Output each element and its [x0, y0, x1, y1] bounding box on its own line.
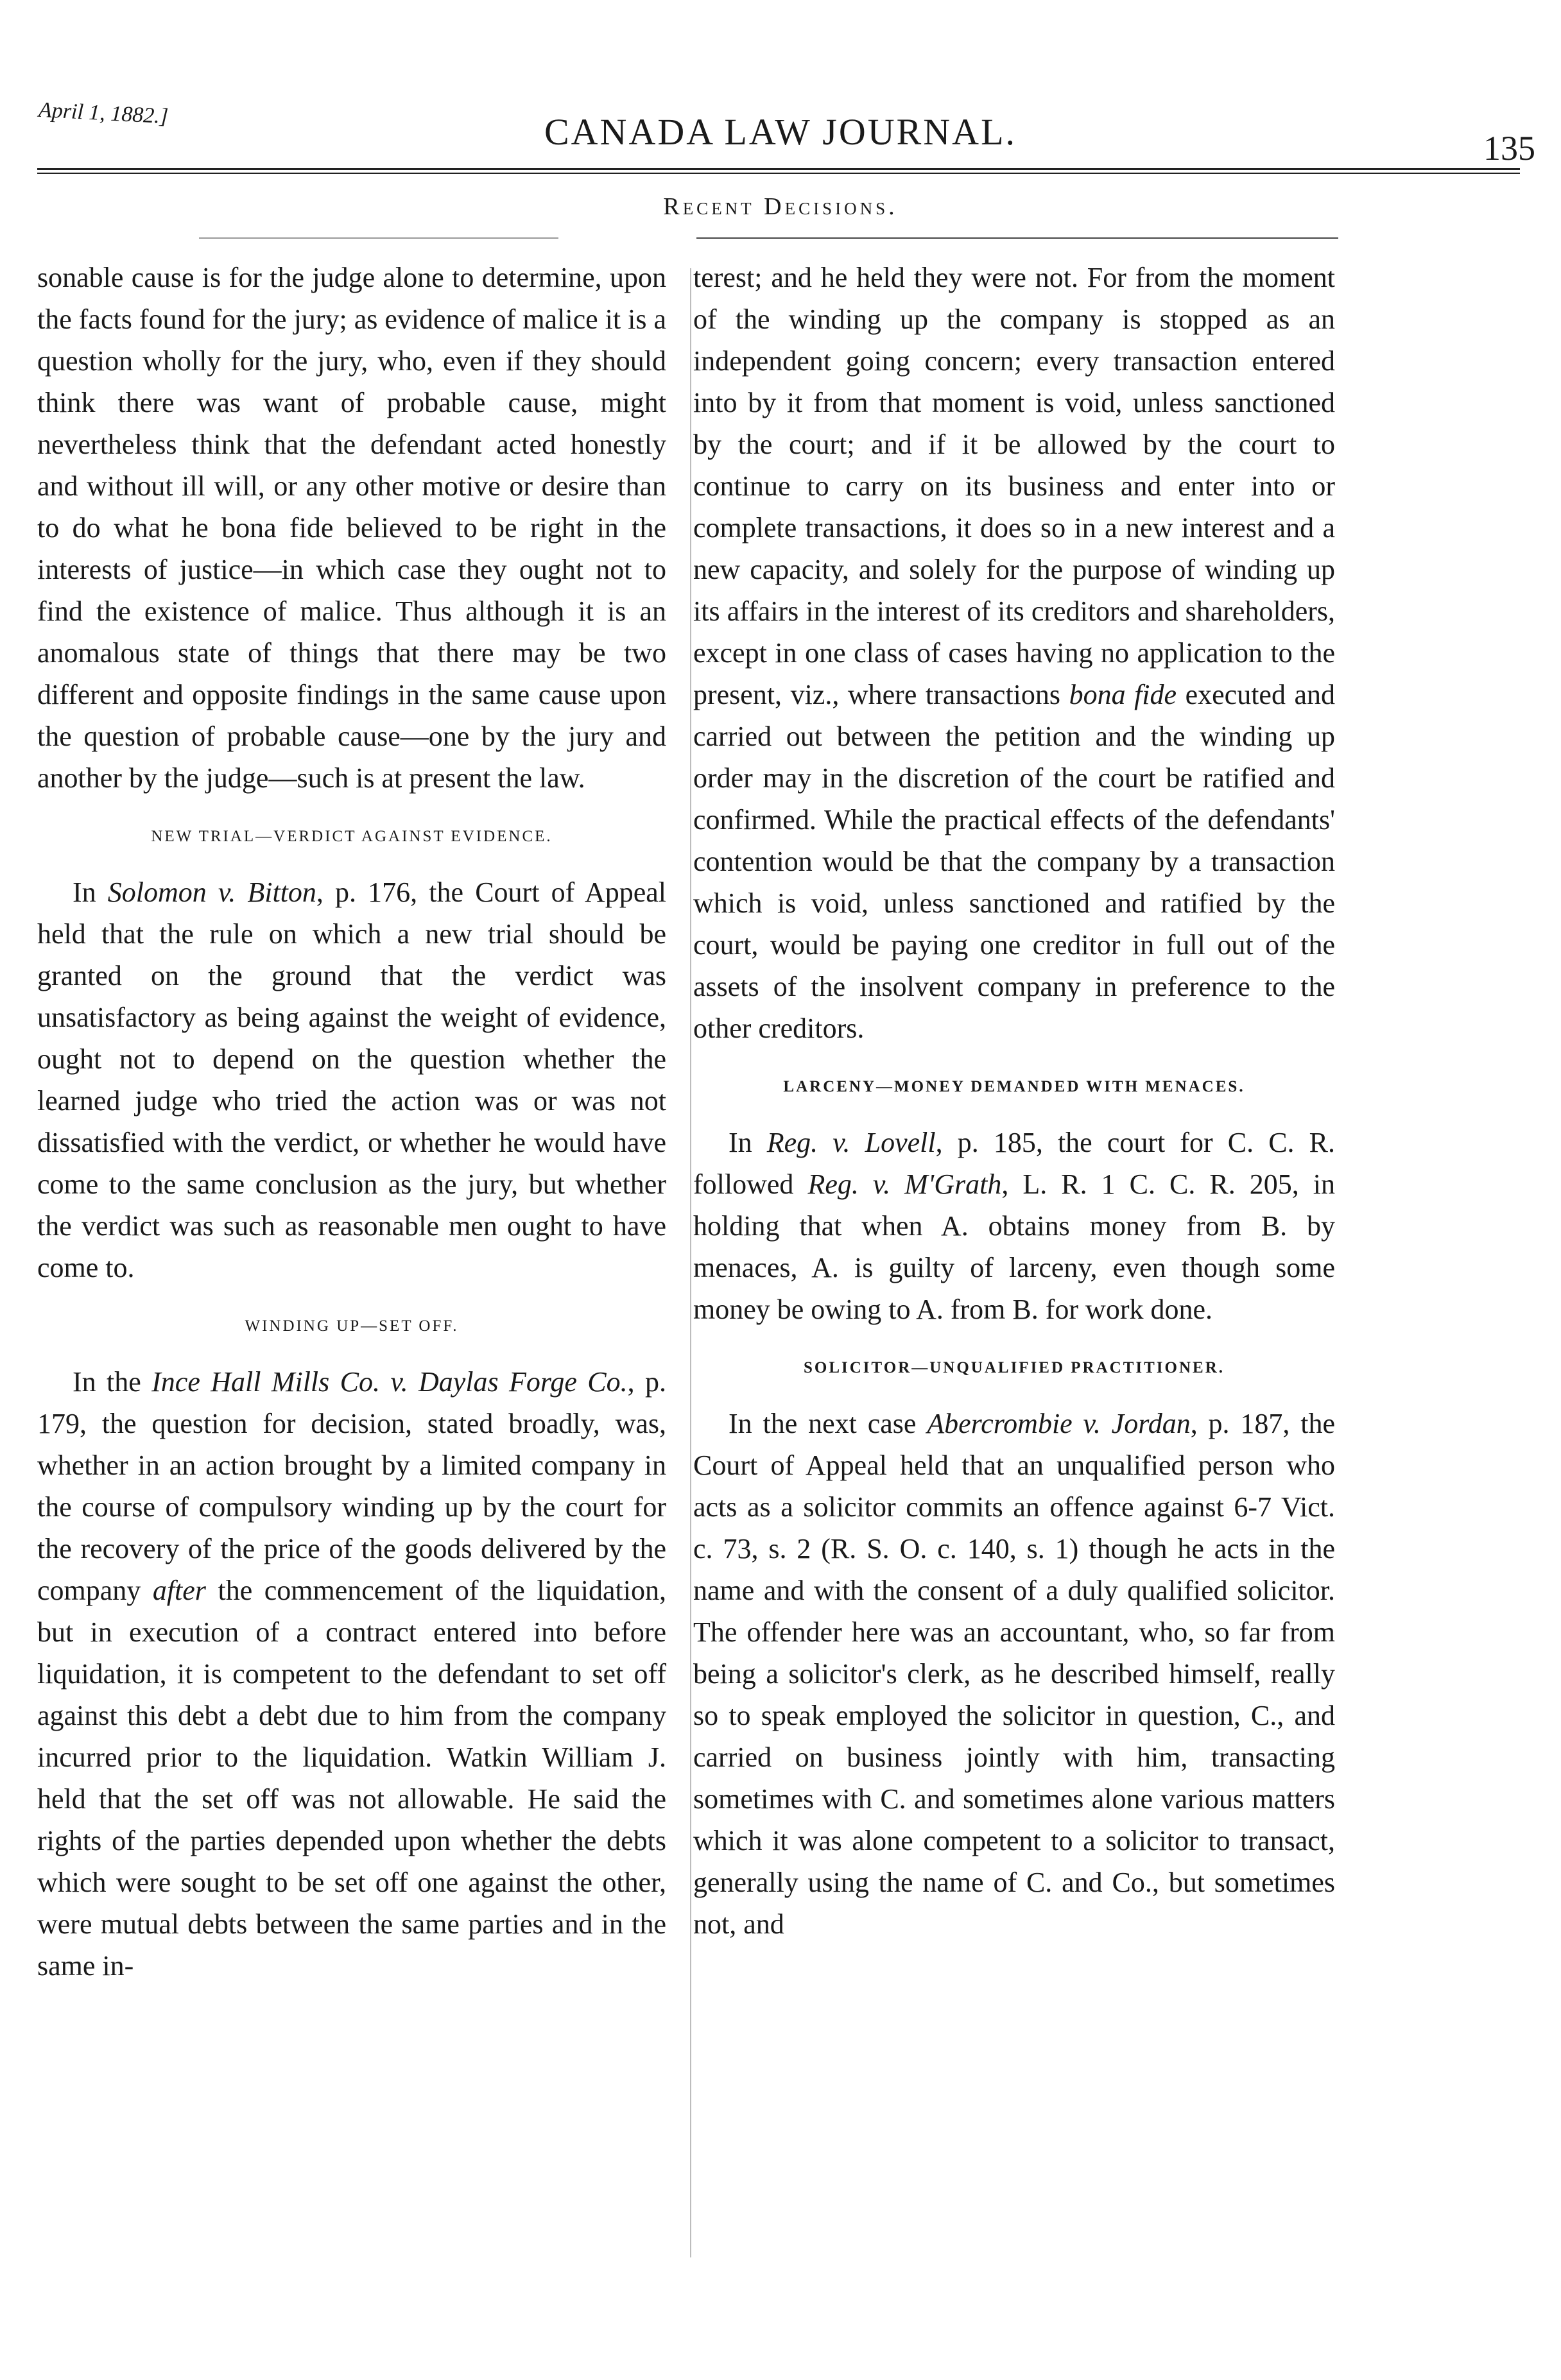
heading-winding-up: WINDING UP—SET OFF. — [245, 1317, 459, 1335]
section-rule-right — [696, 237, 1338, 239]
case-name: Solomon v. Bitton — [107, 877, 316, 908]
heading-solicitor: SOLICITOR—UNQUALIFIED PRACTITIONER. — [803, 1359, 1225, 1376]
page-number: 135 — [1483, 129, 1535, 167]
section-rule-left — [199, 237, 558, 239]
left-column — [37, 257, 666, 1987]
header-rule-top — [37, 168, 1520, 170]
journal-title: CANADA LAW JOURNAL. — [544, 111, 1017, 153]
heading-larceny: LARCENY—MONEY DEMANDED WITH MENACES. — [783, 1078, 1245, 1095]
header-rule-bottom — [37, 173, 1520, 174]
paragraph-ince-hall: In the Ince Hall Mills Co. v. Daylas Forge Co., p. 179, the question for decision, stated broadly, was, whether in an action brought by a limited company in the course of compulsory winding up by the court for the recovery of the price of the goods delivered by the company after the commencement of the liquidation, but in execution of a contract entered into before liquidation, it is competent to the defendant to set off against this debt a debt due to him from the company incurred prior to the liquidation. Watkin William J. held that the set off was not allowable. He said the rights of the parties depended upon whether the debts which were sought to be set off one against the other, were mutual debts between the same parties and in the same in- — [37, 1366, 667, 1982]
paragraph-interest: terest; and he held they were not. For from the moment of the winding up the company is stopped as an independent going concern; every transaction entered into by it from that moment is void, unless sanctioned by the court; and if it be allowed by the court to continue to carry on its business and enter into or complete transactions, it does so in a new interest and a new capacity, and solely for the purpose of winding up its affairs in the interest of its creditors and shareholders, except in one class of cases having no application to the present, viz., where transactions bona fide executed and carried out between the petition and the winding up order may in the discretion of the court be ratified and confirmed. While the practical effects of the defendants' contention would be that the company by a transaction which is void, unless sanctioned and ratified by the court, would be paying one creditor in full out of the assets of the insolvent company in preference to the other creditors. — [693, 262, 1335, 1044]
case-name: Reg. v. M'Grath — [807, 1169, 1002, 1200]
paragraph-lovell: In Reg. v. Lovell, p. 185, the court for C. C. R. followed Reg. v. M'Grath, L. R. 1 C. C. R. 205, in holding that when A. obtains money from B. by menaces, A. is guilty of larceny, even though some money be owing to A. from B. for work done. — [693, 1127, 1336, 1325]
section-title: Recent Decisions. — [663, 193, 898, 220]
case-name: Abercrombie v. Jordan — [927, 1408, 1191, 1439]
case-name: Ince Hall Mills Co. v. Daylas Forge Co. — [151, 1366, 628, 1398]
case-name: Reg. v. Lovell — [766, 1127, 936, 1158]
right-column — [693, 257, 1335, 1945]
paragraph-malice: sonable cause is for the judge alone to determine, upon the facts found for the jury; as evidence of malice it is a question wholly for the jury, who, even if they should think there was want of probable cause, might nevertheless think that the defendant acted honestly and without ill will, or any other motive or desire than to do what he bona fide believed to be right in the interests of justice—in which case they ought not to find the existence of malice. Thus although it is an anomalous state of things that there may be two different and opposite findings in the same cause upon the question of probable cause—one by the jury and another by the judge—such is at present the law. — [37, 262, 666, 794]
paragraph-solomon: In Solomon v. Bitton, p. 176, the Court of Appeal held that the rule on which a new trial should be granted on the ground that the verdict was unsatisfactory as being against the weight of evidence, ought not to depend on the question whether the learned judge who tried the action was or was not dissatisfied with the verdict, or whether he would have come to the same conclusion as the jury, but whether the verdict was such as reasonable men ought to have come to. — [37, 877, 666, 1283]
heading-new-trial: NEW TRIAL—VERDICT AGAINST EVIDENCE. — [151, 828, 553, 845]
paragraph-abercrombie: In the next case Abercrombie v. Jordan, p. 187, the Court of Appeal held that an unqualified person who acts as a solicitor commits an offence against 6-7 Vict. c. 73, s. 2 (R. S. O. c. 140, s. 1) though he acts in the name and with the consent of a duly qualified solicitor. The offender here was an accountant, who, so far from being a solicitor's clerk, as he described himself, really so to speak employed the solicitor in question, C., and carried on business jointly with him, transacting sometimes with C. and sometimes alone various matters which it was alone competent to a solicitor to transact, generally using the name of C. and Co., but sometimes not, and — [693, 1408, 1335, 1940]
column-divider — [690, 268, 691, 2257]
issue-date: April 1, 1882.] — [38, 98, 169, 129]
